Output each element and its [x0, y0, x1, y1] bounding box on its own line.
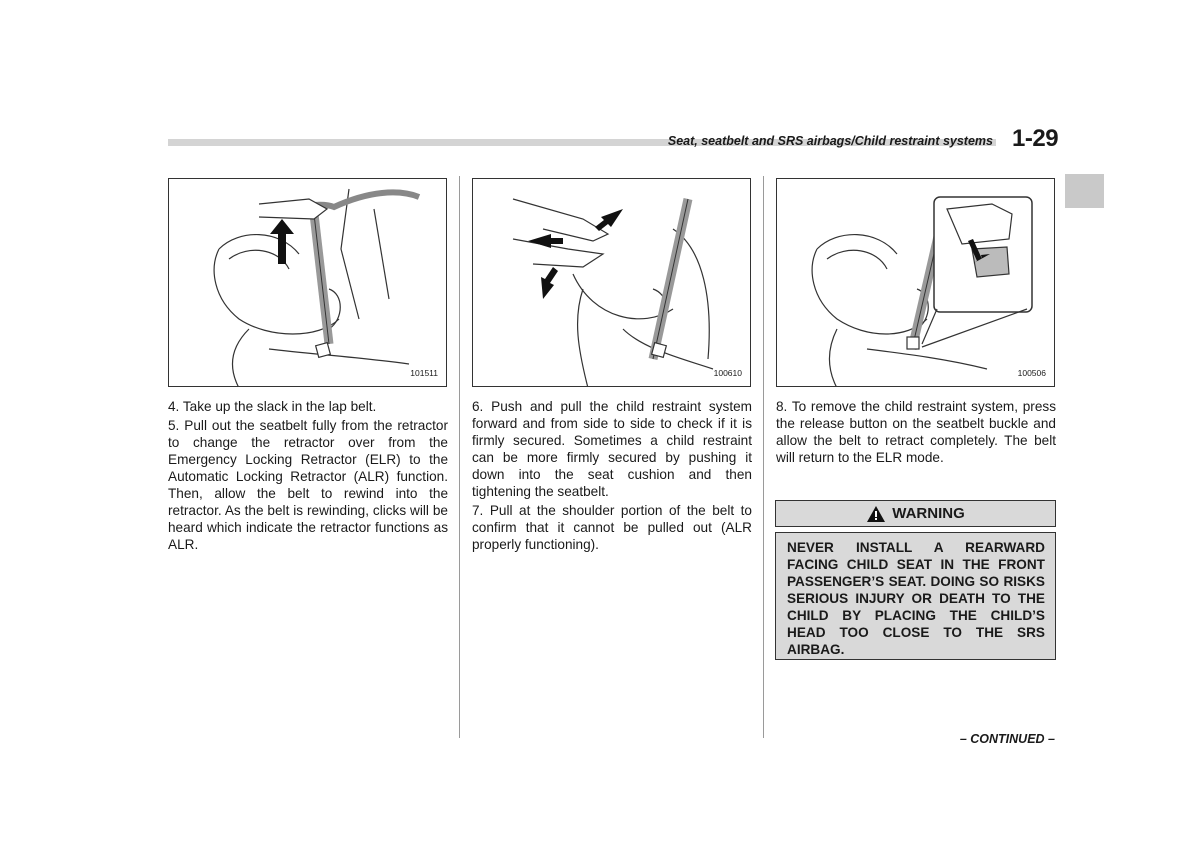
child-seat-push-illustration — [473, 179, 751, 387]
section-title: Seat, seatbelt and SRS airbags/Child restraint systems — [667, 134, 993, 148]
figure-take-up-slack — [168, 178, 447, 387]
step-7: 7. Pull at the shoulder portion of the belt to confirm that it cannot be pulled out (ALR properly functioning). — [472, 503, 752, 552]
step-4: 4. Take up the slack in the lap belt. — [168, 399, 377, 414]
figure-code: 101511 — [410, 368, 438, 378]
step-8: 8. To remove the child restraint system, press the release button on the seatbelt buckle and allow the belt to retract completely. The belt will return to the ELR mode. — [776, 399, 1056, 465]
child-seat-illustration — [169, 179, 447, 387]
column-divider — [763, 176, 764, 738]
buckle-release-illustration — [777, 179, 1055, 387]
column-3-text — [776, 398, 1056, 468]
figure-code: 100610 — [713, 368, 742, 378]
figure-push-pull — [472, 178, 751, 387]
warning-icon — [866, 505, 886, 523]
column-2-text — [472, 398, 752, 555]
figure-code: 100506 — [1017, 368, 1046, 378]
column-1-text — [168, 398, 448, 555]
step-5: 5. Pull out the seatbelt fully from the retractor to change the retractor over from the Emergency Locking Retractor (ELR) to the Automatic Locking Retractor (ALR) function. Then, allow the belt to rewind into the retractor. As the belt is rewinding, clicks will be heard which indicate the retractor functions as ALR. — [168, 418, 448, 552]
column-divider — [459, 176, 460, 738]
page-number: 1-29 — [1012, 125, 1059, 152]
continued-label: – CONTINUED – — [959, 732, 1055, 746]
warning-header — [775, 500, 1056, 527]
figure-release-buckle — [776, 178, 1055, 387]
chapter-tab — [1065, 174, 1104, 208]
warning-label: WARNING — [892, 505, 965, 522]
step-6: 6. Push and pull the child restraint system forward and from side to side to check if it is firmly secured. Sometimes a child restraint can be more firmly secured by pushing it down into the seat cushion and then tightening the seatbelt. — [472, 399, 752, 499]
warning-text: NEVER INSTALL A REARWARD FACING CHILD SEAT IN THE FRONT PASSENGER’S SEAT. DOING SO RISKS SERIOUS INJURY OR DEATH TO THE CHILD BY PLACING THE CHILD’S HEAD TOO CLOSE TO THE SRS AIRBAG. — [775, 532, 1056, 660]
